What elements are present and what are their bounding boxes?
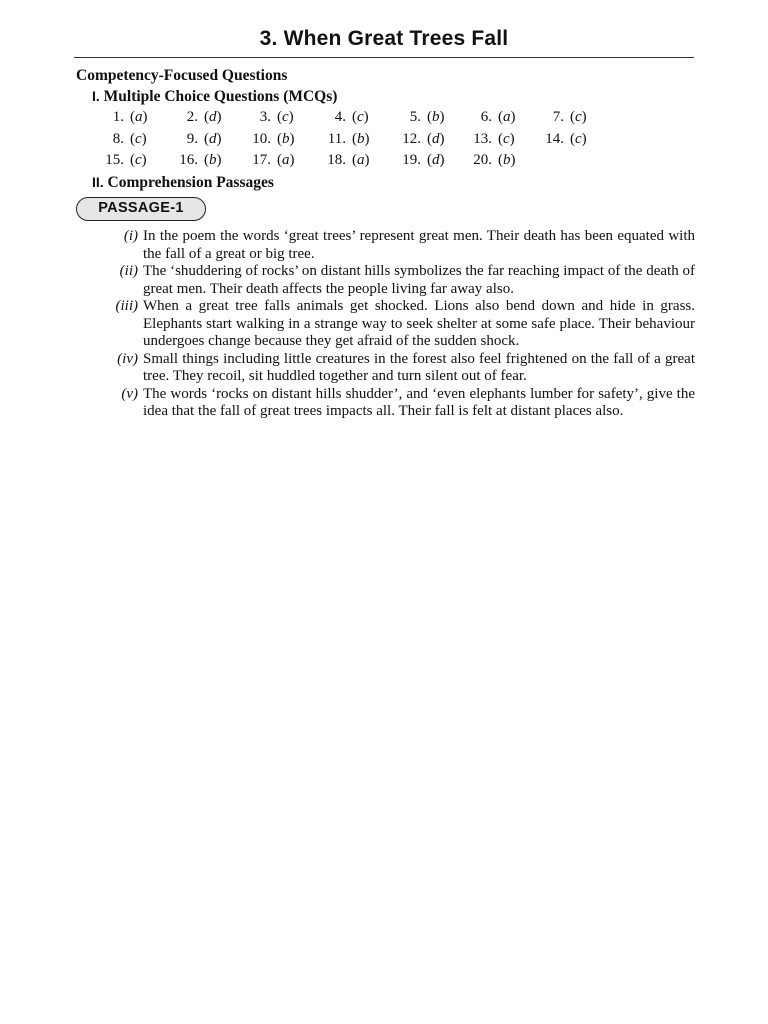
- mcq-answer-option: (b): [498, 152, 516, 168]
- mcq-answer-option: (a): [277, 152, 295, 168]
- mcq-answer-letter: d: [209, 130, 217, 147]
- mcq-answer-option: (c): [498, 130, 515, 147]
- mcq-answer-letter: a: [503, 109, 511, 125]
- chapter-title: 3. When Great Trees Fall: [259, 27, 509, 50]
- mcq-question-number: 9.: [186, 130, 198, 147]
- mcq-answer: [460, 109, 534, 126]
- mcq-answer-letter: c: [575, 109, 582, 125]
- mcq-answer: [389, 109, 463, 126]
- mcq-answer: [532, 131, 606, 148]
- mcq-answer: [314, 131, 388, 148]
- comprehension-roman-numeral: II.: [92, 174, 104, 190]
- mcq-question-number: 10.: [252, 130, 271, 147]
- mcq-answer: [166, 131, 240, 148]
- mcq-row: [92, 131, 652, 153]
- mcq-answer-option: (b): [352, 130, 370, 147]
- mcq-answer: [166, 152, 240, 169]
- passage-answer: [100, 298, 695, 351]
- mcq-answer-option: (d): [204, 130, 222, 147]
- mcq-question-number: 12.: [402, 130, 421, 147]
- mcq-answer-option: (c): [130, 130, 147, 147]
- mcq-answer: [239, 131, 313, 148]
- mcq-answer-option: (c): [130, 152, 147, 168]
- answer-text: The ‘shuddering of rocks’ on distant hills symbolizes the far reaching impact of the death of great men. Their death affects the people living far away also.: [143, 263, 695, 297]
- passage-answers-list: [100, 228, 695, 421]
- mcq-answer: [92, 152, 166, 169]
- mcq-answer-option: (d): [427, 130, 445, 147]
- mcq-answer: [389, 152, 463, 169]
- answer-text: In the poem the words ‘great trees’ represent great men. Their death has been equated with the fall of a great or big tree.: [143, 228, 695, 262]
- mcq-answer-letter: b: [357, 130, 365, 147]
- mcq-answer: [314, 152, 388, 169]
- mcq-answer: [532, 109, 606, 126]
- mcq-answer-option: (a): [352, 152, 370, 168]
- comprehension-heading-text: Comprehension Passages: [107, 174, 274, 191]
- mcq-answer-letter: c: [357, 109, 364, 125]
- mcq-answer-letter: c: [575, 130, 582, 147]
- mcq-answer: [166, 109, 240, 126]
- mcq-answer-option: (b): [204, 152, 222, 168]
- mcq-answer: [389, 131, 463, 148]
- mcq-answer-letter: a: [135, 109, 143, 125]
- mcq-answer-option: (c): [277, 109, 294, 125]
- mcq-answer: [92, 109, 166, 126]
- mcq-answer-option: (b): [427, 109, 445, 125]
- mcq-answer-option: (c): [570, 130, 587, 147]
- passage-answer: [100, 351, 695, 386]
- mcq-question-number: 16.: [179, 152, 198, 168]
- answer-marker: (iv): [117, 350, 138, 367]
- mcq-row: [92, 109, 652, 131]
- mcq-answer-option: (a): [498, 109, 516, 125]
- mcq-answer-letter: c: [135, 152, 142, 168]
- passage-answer: [100, 228, 695, 263]
- passage-answer: [100, 386, 695, 421]
- mcq-answer-letter: b: [282, 130, 290, 147]
- mcq-answer-grid: [92, 109, 652, 174]
- answer-text: When a great tree falls animals get shocked. Lions also bend down and hide in grass. Elephants start walking in a strange way to seek shelter at some safe place. Their behaviour undergoes change because they get afraid of the sudden shock.: [143, 298, 695, 349]
- mcq-question-number: 14.: [545, 130, 564, 147]
- mcq-answer-letter: b: [503, 152, 511, 168]
- mcq-answer-letter: c: [503, 130, 510, 147]
- mcq-answer: [314, 109, 388, 126]
- mcq-answer: [460, 152, 534, 169]
- passage-label: PASSAGE-1: [76, 197, 206, 221]
- mcq-answer-option: (c): [570, 109, 587, 125]
- mcq-answer: [460, 131, 534, 148]
- mcq-answer-option: (a): [130, 109, 148, 125]
- mcq-answer-letter: b: [209, 152, 217, 168]
- mcq-answer-letter: c: [282, 109, 289, 125]
- mcq-answer-option: (d): [204, 109, 222, 125]
- mcq-question-number: 20.: [473, 152, 492, 168]
- mcq-answer-letter: d: [432, 152, 440, 168]
- mcq-heading: [92, 88, 337, 106]
- mcq-answer-letter: c: [135, 130, 142, 147]
- mcq-question-number: 6.: [480, 109, 492, 125]
- mcq-question-number: 5.: [409, 109, 421, 125]
- mcq-answer-letter: d: [432, 130, 440, 147]
- mcq-question-number: 18.: [327, 152, 346, 168]
- comprehension-heading: [92, 174, 274, 192]
- answer-marker: (iii): [115, 298, 138, 314]
- answer-text: The words ‘rocks on distant hills shudder’, and ‘even elephants lumber for safety’, give the idea that the fall of great trees impacts all. Their fall is felt at distant places also.: [143, 385, 695, 419]
- mcq-answer-letter: a: [357, 152, 365, 168]
- title-divider: [74, 57, 694, 58]
- mcq-question-number: 7.: [552, 109, 564, 125]
- passage-answer: [100, 263, 695, 298]
- answer-marker: (v): [121, 385, 138, 402]
- mcq-answer-letter: d: [209, 109, 217, 125]
- mcq-answer-option: (c): [352, 109, 369, 125]
- mcq-question-number: 17.: [252, 152, 271, 168]
- mcq-question-number: 3.: [259, 109, 271, 125]
- mcq-answer-option: (d): [427, 152, 445, 168]
- answer-text: Small things including little creatures in the forest also feel frightened on the fall of a great tree. They recoil, sit huddled together and turn silent out of fear.: [143, 350, 695, 384]
- mcq-answer-letter: b: [432, 109, 440, 125]
- answer-marker: (i): [123, 228, 138, 244]
- mcq-row: [92, 152, 652, 174]
- mcq-question-number: 15.: [105, 152, 124, 168]
- mcq-question-number: 8.: [112, 130, 124, 147]
- mcq-question-number: 11.: [327, 130, 346, 147]
- mcq-roman-numeral: I.: [92, 88, 100, 104]
- mcq-heading-text: Multiple Choice Questions (MCQs): [103, 88, 338, 105]
- mcq-answer-letter: a: [282, 152, 290, 168]
- answer-marker: (ii): [119, 263, 138, 279]
- mcq-question-number: 4.: [334, 109, 346, 125]
- competency-heading: Competency-Focused Questions: [76, 67, 288, 84]
- mcq-question-number: 13.: [473, 130, 492, 147]
- mcq-answer: [92, 131, 166, 148]
- mcq-answer: [239, 109, 313, 126]
- mcq-answer: [239, 152, 313, 169]
- mcq-question-number: 1.: [112, 109, 124, 125]
- mcq-question-number: 2.: [186, 109, 198, 125]
- mcq-question-number: 19.: [402, 152, 421, 168]
- mcq-answer-option: (b): [277, 130, 295, 147]
